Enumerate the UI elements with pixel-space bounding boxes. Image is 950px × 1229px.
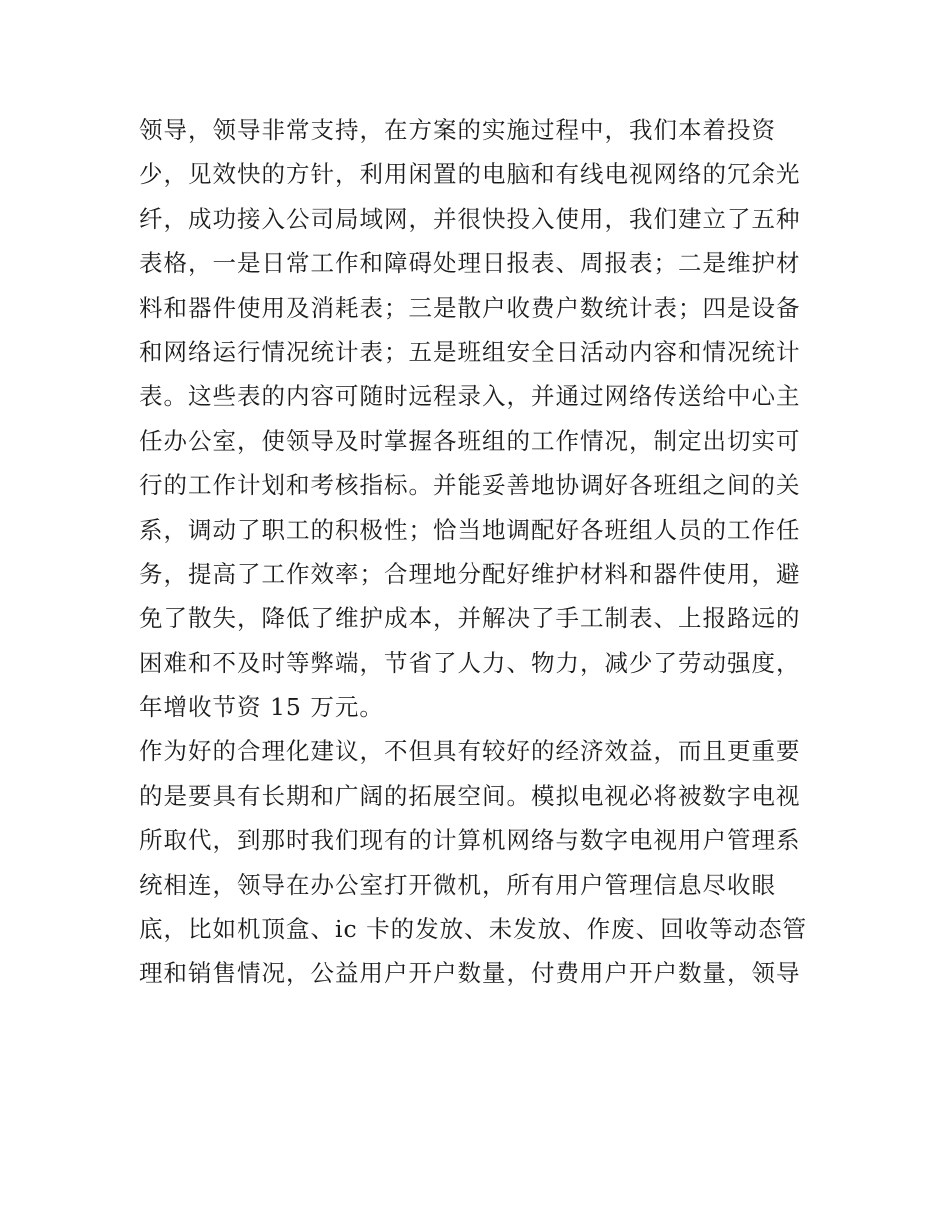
text-line: 作为好的合理化建议，不但具有较好的经济效益，而且更重要: [139, 737, 801, 766]
text-line: 的是要具有长期和广阔的拓展空间。模拟电视必将被数字电视: [139, 781, 801, 810]
text-line: 表。这些表的内容可随时远程录入，并通过网络传送给中心主: [139, 382, 801, 411]
text-line: 料和器件使用及消耗表；三是散户收费户数统计表；四是设备: [139, 293, 801, 322]
text-line: 免了散失，降低了维护成本，并解决了手工制表、上报路远的: [139, 604, 801, 633]
text-line: 系，调动了职工的积极性；恰当地调配好各班组人员的工作任: [139, 515, 801, 544]
text-line: 表格，一是日常工作和障碍处理日报表、周报表；二是维护材: [139, 249, 801, 278]
text-line: 理和销售情况，公益用户开户数量，付费用户开户数量，领导: [139, 959, 801, 988]
text-line: 统相连，领导在办公室打开微机，所有用户管理信息尽收眼: [139, 870, 776, 899]
text-line: 困难和不及时等弊端，节省了人力、物力，减少了劳动强度，: [139, 648, 801, 677]
text-line: 纤，成功接入公司局域网，并很快投入使用，我们建立了五种: [139, 204, 801, 233]
text-line: 所取代，到那时我们现有的计算机网络与数字电视用户管理系: [139, 826, 801, 855]
body-text: [139, 108, 819, 996]
text-line: 底，比如机顶盒、ic 卡的发放、未发放、作废、回收等动态管: [139, 915, 808, 944]
text-line: 务，提高了工作效率；合理地分配好维护材料和器件使用，避: [139, 559, 801, 588]
text-line: 年增收节资 15 万元。: [139, 693, 384, 722]
text-line: 领导，领导非常支持，在方案的实施过程中，我们本着投资: [139, 116, 776, 144]
text-line: 少，见效快的方针，利用闲置的电脑和有线电视网络的冗余光: [139, 160, 801, 189]
text-line: 行的工作计划和考核指标。并能妥善地协调好各班组之间的关: [139, 471, 801, 500]
text-line: 任办公室，使领导及时掌握各班组的工作情况，制定出切实可: [139, 426, 801, 455]
text-line: 和网络运行情况统计表；五是班组安全日活动内容和情况统计: [139, 337, 801, 366]
